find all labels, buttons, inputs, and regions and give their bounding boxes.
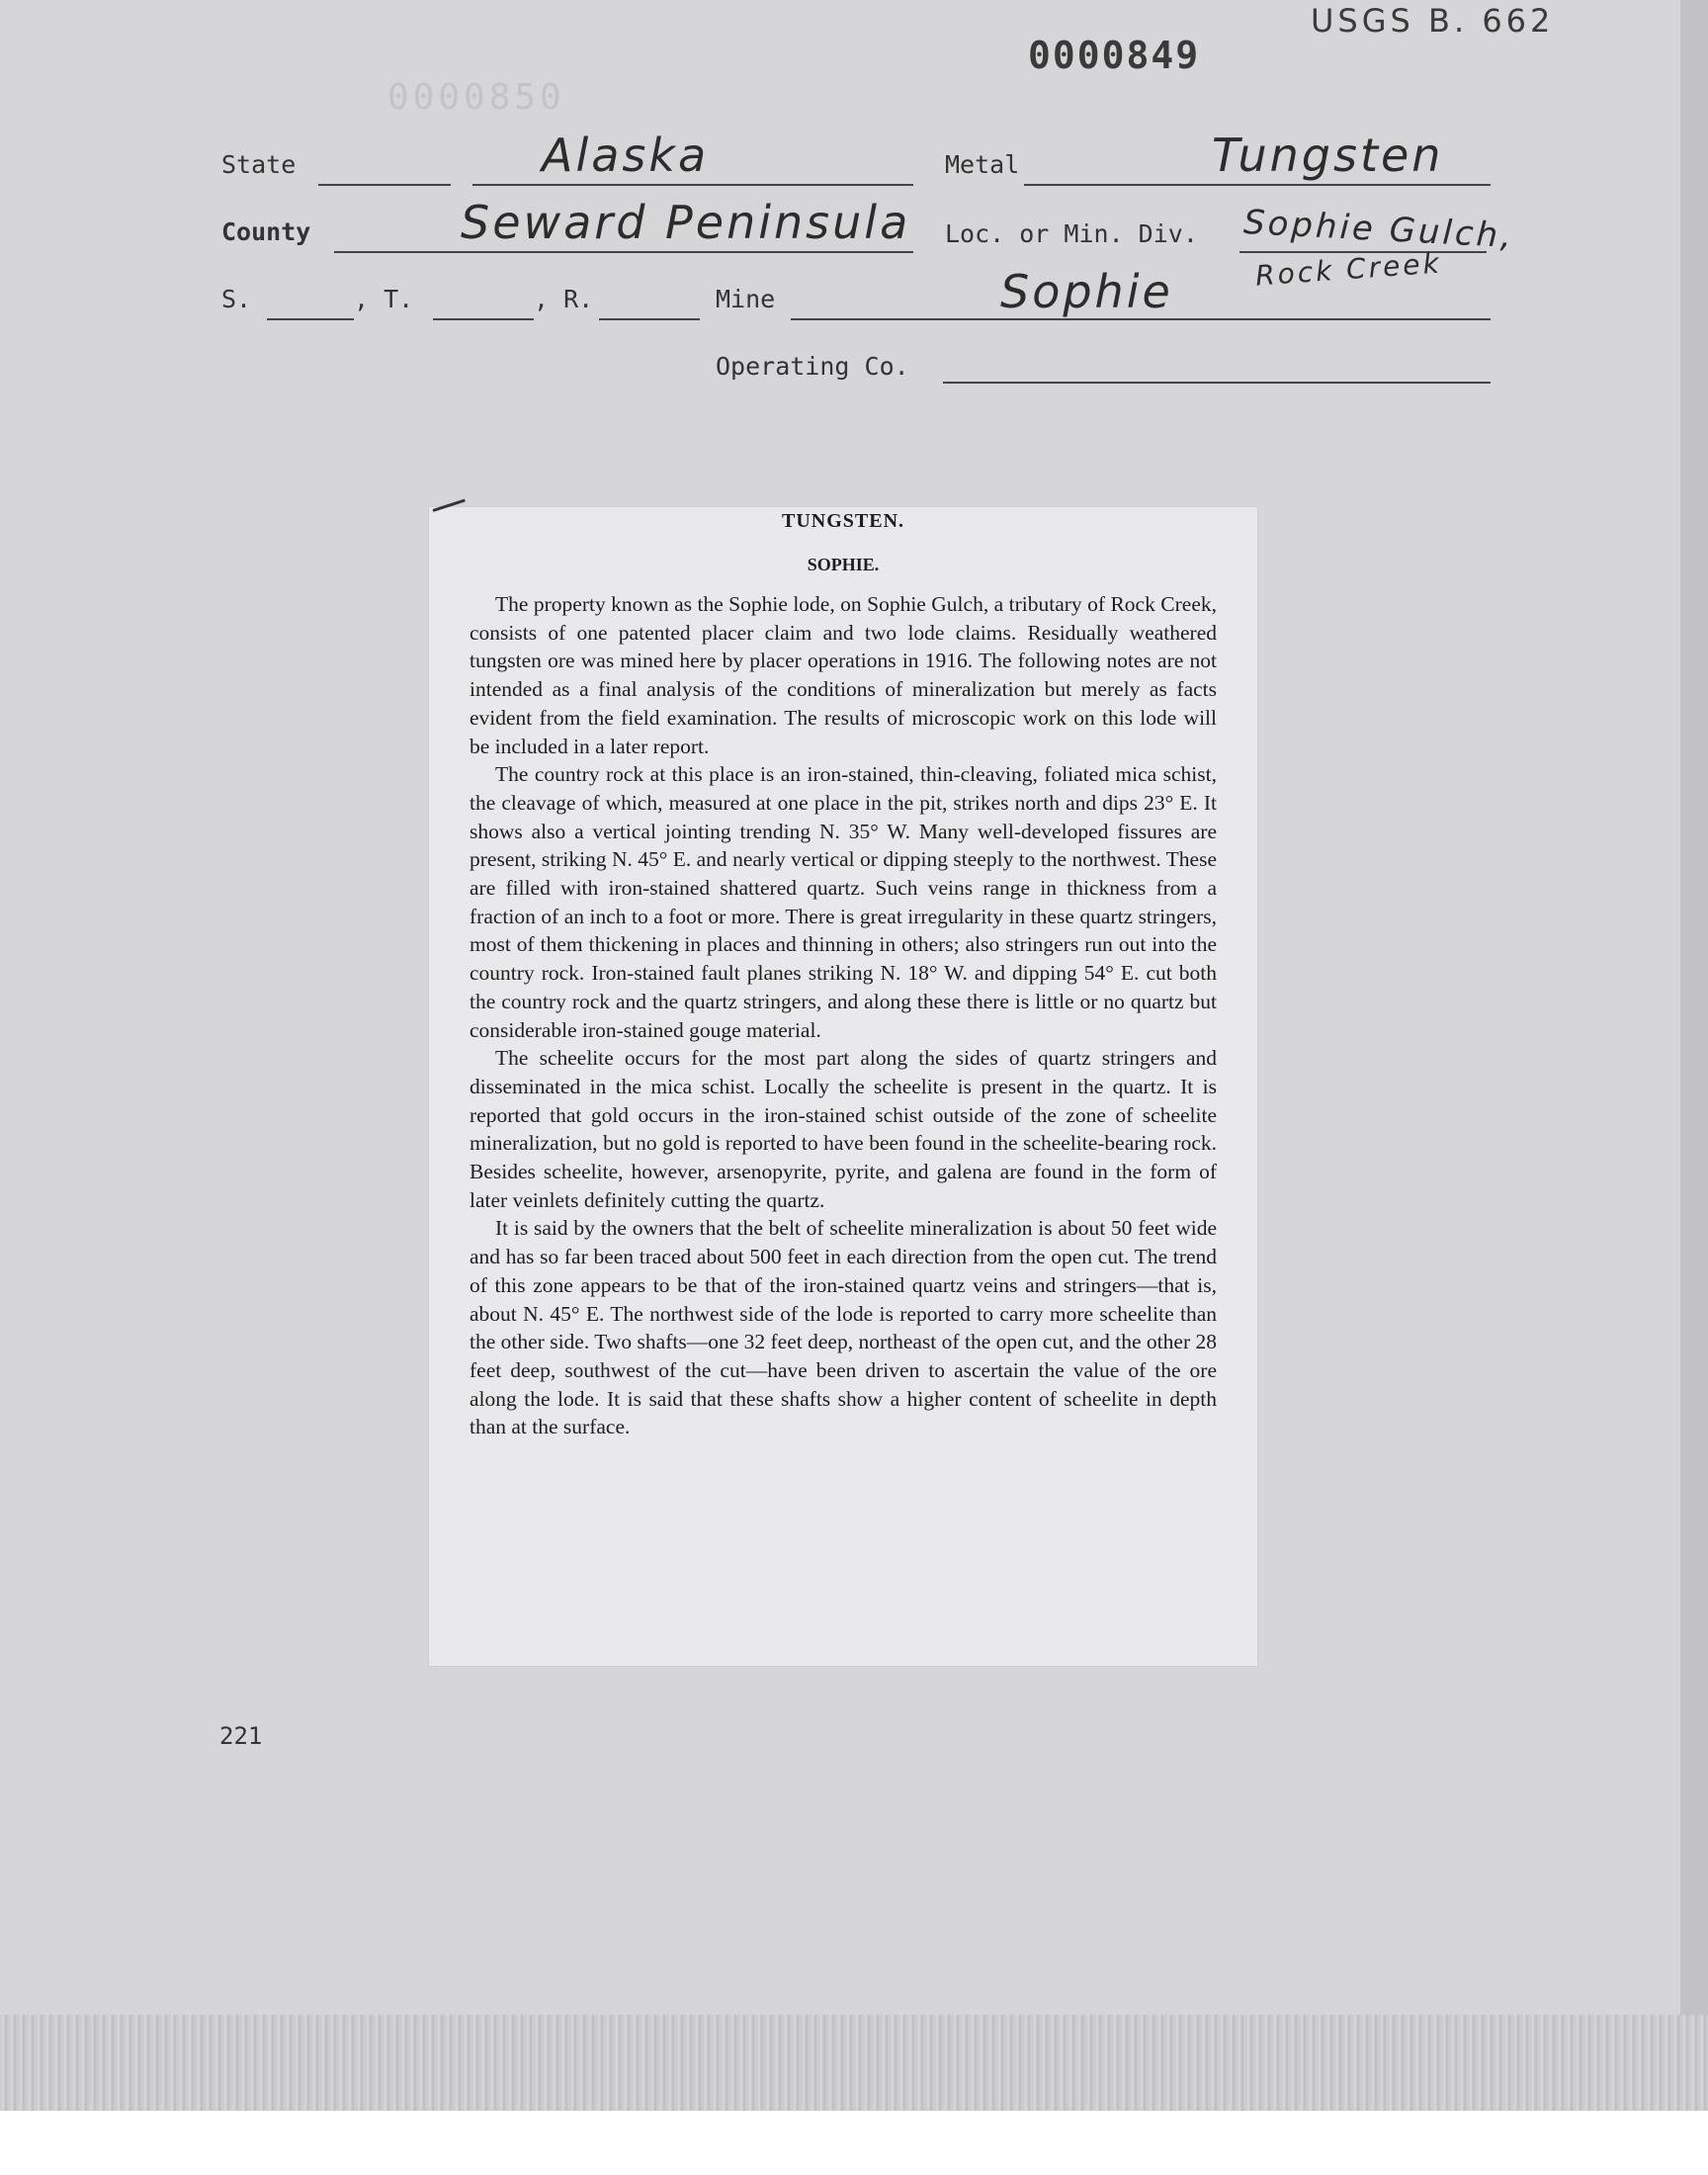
clipping-paragraph: The country rock at this place is an iron-stained, thin-cleaving, foliated mica schist, the cleavage of which, measured at one place in the pit, strikes north and dips 23° E. It shows also a vertical jointing trending N. 35° W. Many well-developed fissures are present, striking N. 45° E. and nearly vertical or dipping steeply to the northwest. These are filled with iron-stained shattered quartz. Such veins range in thickness from a fraction of an inch to a foot or more. There is great irregularity in these quartz stringers, most of them thickening in places and thinning in others; also stringers run out into the country rock. Iron-stained fault planes striking N. 18° W. and dipping 54° E. cut both the country rock and the quartz stringers, and along these there is little or no quartz but considerable iron-stained gouge material. [470, 762, 1217, 1042]
reference-annotation: USGS B. 662 [1311, 2, 1555, 40]
operating-company-underline [943, 382, 1491, 384]
location-label: Loc. or Min. Div. [945, 219, 1198, 248]
scan-edge [1680, 0, 1708, 2111]
metal-value: Tungsten [1212, 129, 1444, 182]
metal-label: Metal [945, 150, 1020, 179]
mine-underline [791, 318, 1491, 320]
state-label: State [221, 150, 297, 179]
document-number: 0000849 [1028, 34, 1201, 77]
state-value: Alaska [542, 129, 710, 182]
ghost-document-number: 0000850 [387, 77, 565, 118]
metal-underline [1024, 184, 1491, 186]
mine-label: Mine [716, 285, 776, 313]
clipping-subtitle: SOPHIE. [807, 555, 880, 574]
range-underline [599, 318, 700, 320]
scan-bottom-strip [0, 2015, 1708, 2111]
county-value: Seward Peninsula [461, 196, 911, 249]
township-underline [433, 318, 534, 320]
county-label: County [221, 218, 311, 246]
location-value-line2: Rock Creek [1254, 246, 1443, 293]
location-value-line1: Sophie Gulch, [1242, 202, 1515, 257]
page-number: 221 [219, 1722, 263, 1750]
clipping-paragraph: It is said by the owners that the belt of scheelite mineralization is about 50 feet wide and has so far been traced about 500 feet in each direction from the open cut. The trend of this zone appears to be that of the iron-stained quartz veins and stringers—that is, about N. 45° E. The northwest side of the lode is reported to carry more scheelite than the other side. Two shafts—one 32 feet deep, northeast of the open cut, and the other 28 feet deep, southwest of the cut—have been driven to ascertain the value of the ore along the lode. It is said that these shafts show a higher content of scheelite in depth than at the surface. [470, 1216, 1217, 1439]
county-underline [334, 251, 913, 253]
state-underline-short [318, 184, 451, 186]
clipping-title: TUNGSTEN. [781, 510, 905, 532]
mine-value: Sophie [1000, 265, 1173, 318]
pasted-clipping [429, 507, 1257, 1666]
section-underline [267, 318, 354, 320]
operating-company-label: Operating Co. [716, 352, 909, 381]
township-label: , T. [354, 285, 414, 313]
clipping-body [470, 590, 1217, 1441]
clipping-paragraph: The scheelite occurs for the most part along the sides of quartz stringers and disseminated in the mica schist. Locally the scheelite is present in the quartz. It is reported that gold occurs in the iron-stained schist outside of the zone of scheelite mineralization, but no gold is reported to have been found in the scheelite-bearing rock. Besides scheelite, however, arsenopyrite, pyrite, and galena are found in the form of later veinlets definitely cutting the quartz. [470, 1046, 1217, 1212]
range-label: , R. [534, 285, 594, 313]
section-label: S. [221, 285, 252, 313]
state-underline [472, 184, 913, 186]
clipping-paragraph: The property known as the Sophie lode, on Sophie Gulch, a tributary of Rock Creek, consists of one patented placer claim and two lode claims. Residually weathered tungsten ore was mined here by placer operations in 1916. The following notes are not intended as a final analysis of the conditions of mineralization but merely as facts evident from the field examination. The results of microscopic work on this lode will be included in a later report. [470, 592, 1217, 758]
